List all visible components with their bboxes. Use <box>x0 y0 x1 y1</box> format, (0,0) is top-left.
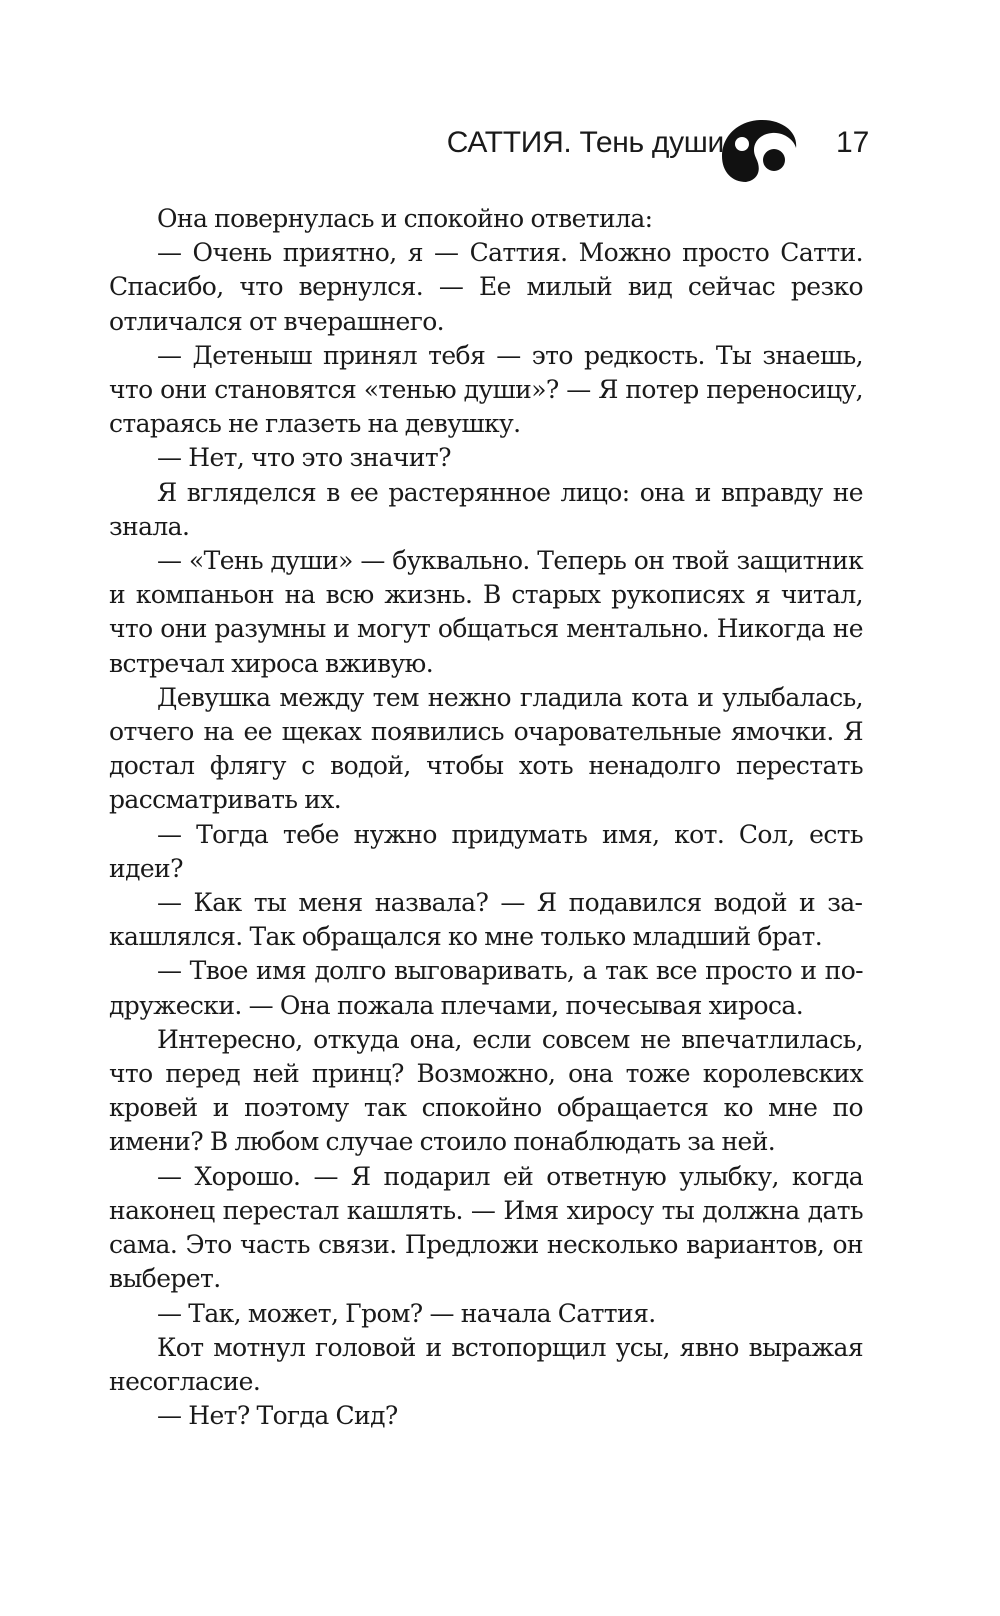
text-body <box>109 202 863 1433</box>
paragraph: — Нет? Тогда Сид? <box>157 1401 398 1431</box>
paragraph: — Тогда тебе нужно придумать имя, кот. Сол, есть идеи? <box>109 819 863 883</box>
paragraph: — Как ты меня назвала? — Я подавился водой и закашлялся. Так обращался ко мне только младший брат. <box>109 888 863 952</box>
paragraph: Я вгляделся в ее растерянное лицо: она и вправду не знала. <box>109 477 863 541</box>
paragraph: Интересно, откуда она, если совсем не впечатлилась, что перед ней принц? Возможно, она тоже королевских кровей и поэтому так спокойно обращается ко мне по имени? В любом случае стоило понаблюдать за ней. <box>109 1024 863 1157</box>
paragraph: Кот мотнул головой и встопорщил усы, явно выражая несогласие. <box>109 1332 863 1396</box>
paragraph: Она повернулась и спокойно ответила: <box>157 204 653 233</box>
running-title: САТТИЯ. Тень души <box>446 126 724 159</box>
paragraph: — Так, может, Гром? — начала Саттия. <box>157 1298 656 1328</box>
paragraph: — Хорошо. — Я подарил ей ответную улыбку, когда наконец перестал кашлять. — Имя хиросу ты должна дать сама. Это часть связи. Предложи несколько вариантов, он выберет. <box>109 1161 863 1294</box>
paragraph: Девушка между тем нежно гладила кота и улыбалась, отчего на ее щеках появились очаровательные ямочки. Я достал флягу с водой, чтобы хоть ненадолго перестать рассматривать их. <box>109 682 863 815</box>
yin-swirl-icon <box>718 118 802 184</box>
paragraph: — Твое имя долго выговаривать, а так все просто и по-дружески. — Она пожала плечами, почесывая хироса. <box>109 956 863 1020</box>
page-header <box>0 118 1000 184</box>
paragraph: — Детеныш принял тебя — это редкость. Ты знаешь, что они становятся «тенью души»? — Я потер переносицу, стараясь не глазеть на девушку. <box>109 340 863 439</box>
paragraph: — Очень приятно, я — Саттия. Можно просто Сатти. Спасибо, что вернулся. — Ее милый вид сейчас резко отличался от вчерашнего. <box>109 238 863 336</box>
paragraph: — Нет, что это значит? <box>157 443 451 473</box>
paragraph: — «Тень души» — буквально. Теперь он твой защитник и компаньон на всю жизнь. В старых рукописях я читал, что они разумны и могут общаться ментально. Никогда не встречал хироса вживую. <box>109 546 863 678</box>
page-number: 17 <box>836 126 870 159</box>
